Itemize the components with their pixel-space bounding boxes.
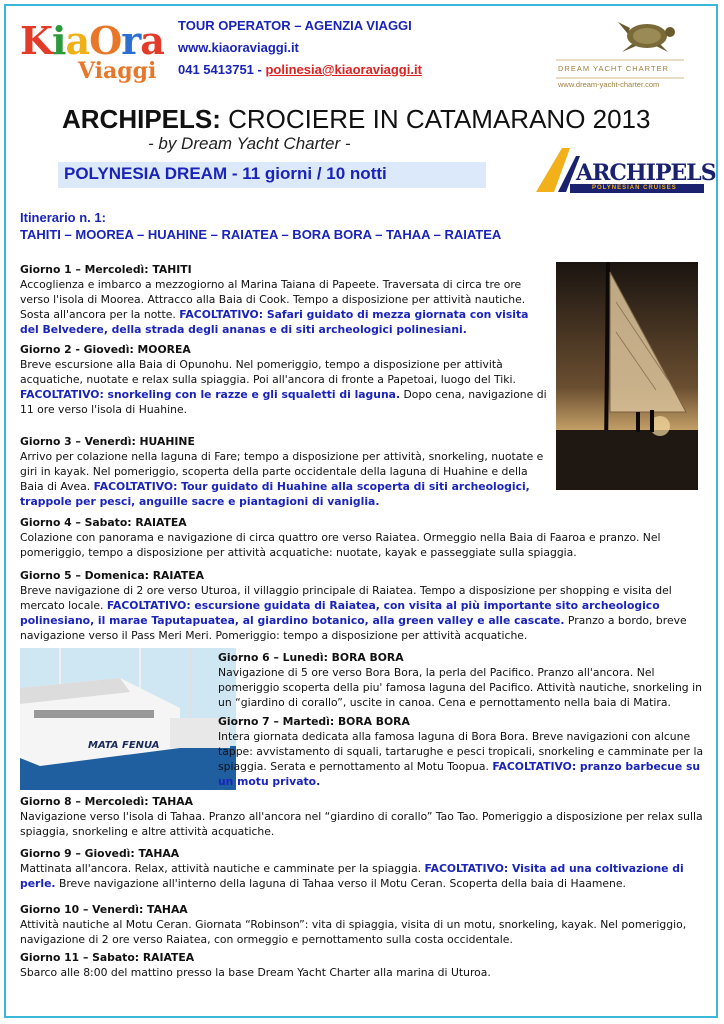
day-optional: FACOLTATIVO: Safari guidato di mezza giornata con visita del Belvedere, della strada degli ananas e di siti archeologici polinesiani. (20, 308, 529, 336)
day-heading: Giorno 3 – Venerdì: HUAHINE (20, 435, 195, 448)
kiaora-logo-word: KiaOra (20, 18, 164, 63)
day-11 (20, 950, 704, 980)
day-heading: Giorno 1 – Mercoledì: TAHITI (20, 263, 192, 276)
kiaora-logo-viaggi: Viaggi (78, 58, 157, 84)
day-text: Mattinata all'ancora. Relax, attività nautiche e camminate per la spiaggia. (20, 862, 425, 875)
phone-number: 041 5413751 - (178, 62, 266, 77)
day-2 (20, 342, 548, 417)
page-subtitle: - by Dream Yacht Charter - (148, 134, 351, 153)
page-title (62, 104, 650, 135)
archipels-logo (532, 144, 716, 200)
day-text: Colazione con panorama e navigazione di circa quattro ore verso Raiatea. Ormeggio nella Baia di Faaroa e pranzo. Nel pomeriggio, tempo a disposizione per attività acquatiche: nuotate, kayak e passeggiate sulla spiaggia. (20, 531, 661, 559)
day-heading: Giorno 2 - Giovedì: MOOREA (20, 343, 191, 356)
email-link[interactable]: polinesia@kiaoraviaggi.it (265, 62, 422, 77)
archipels-word: ARCHIPELS (576, 160, 716, 186)
day-1 (20, 262, 548, 337)
contact-line (178, 62, 422, 77)
archipels-tagline: POLYNESIAN CRUISES (592, 185, 677, 191)
day-optional: FACOLTATIVO: Visita ad una coltivazione di perle. (20, 862, 684, 890)
day-optional: FACOLTATIVO: snorkeling con le razze e gli squaletti di laguna. (20, 388, 401, 401)
day-8 (20, 794, 704, 839)
itinerary-label: Itinerario n. 1: (20, 210, 106, 225)
day-heading: Giorno 6 – Lunedì: BORA BORA (218, 651, 404, 664)
itinerary-route: TAHITI – MOOREA – HUAHINE – RAIATEA – BORA BORA – TAHAA – RAIATEA (20, 227, 502, 242)
day-text: Sbarco alle 8:00 del mattino presso la base Dream Yacht Charter alla marina di Uturoa. (20, 966, 491, 979)
catamaran-marina-photo (20, 648, 236, 790)
day-heading: Giorno 10 – Venerdì: TAHAA (20, 903, 188, 916)
day-optional: FACOLTATIVO: escursione guidata di Raiatea, con visita al più importante sito archeologico polinesiano, il marae Taputapuatea, al giardino botanico, alla green valley e alle cascate. (20, 599, 660, 627)
package-title: POLYNESIA DREAM - 11 giorni / 10 notti (64, 164, 387, 183)
day-optional: FACOLTATIVO: pranzo barbecue su un motu privato. (218, 760, 701, 788)
day-9 (20, 846, 704, 891)
day-text: Arrivo per colazione nella laguna di Fare; tempo a disposizione per attività, snorkeling, nuotate e giri in kayak. Nel pomeriggio, scoperta della parte occidentale della laguna di Huahine e della Baia di Avea. (20, 450, 544, 493)
day-text: Accoglienza e imbarco a mezzogiorno al Marina Taiana di Papeete. Traversata di circa tre ore verso l'isola di Moorea. Attracco alla Baia di Cook. Tempo a disposizione per attività nautiche. Sosta all'ancora per la notte. (20, 278, 526, 321)
day-text-after: Breve navigazione all'interno della laguna di Tahaa verso il Motu Ceran. Scoperta della baia di Haamene. (55, 877, 626, 890)
day-heading: Giorno 9 – Giovedì: TAHAA (20, 847, 180, 860)
day-5 (20, 568, 704, 643)
sailing-sunset-photo (556, 262, 698, 490)
partner-site: www.dream-yacht-charter.com (558, 80, 660, 89)
day-text-after: Pranzo a bordo, breve navigazione verso il Pass Meri Meri. Pomeriggio: tempo a disposizione per attività acquatiche. (20, 614, 687, 642)
boat-name: MATA FENUA (88, 740, 160, 751)
day-text: Breve navigazione di 2 ore verso Uturoa, il villaggio principale di Raiatea. Tempo a disposizione per shopping e visita del mercato locale. (20, 584, 672, 612)
day-7 (218, 714, 704, 789)
day-heading: Giorno 7 – Martedì: BORA BORA (218, 715, 410, 728)
day-heading: Giorno 5 – Domenica: RAIATEA (20, 569, 205, 582)
day-10 (20, 902, 704, 947)
day-3 (20, 434, 548, 509)
operator-line: TOUR OPERATOR – AGENZIA VIAGGI (178, 18, 412, 33)
title-rest: CROCIERE IN CATAMARANO 2013 (220, 104, 651, 134)
day-6 (218, 650, 704, 710)
day-heading: Giorno 11 – Sabato: RAIATEA (20, 951, 195, 964)
dream-yacht-charter-logo (552, 18, 688, 90)
day-text: Attività nautiche al Motu Ceran. Giornata “Robinson”: vita di spiaggia, visita di un motu, snorkeling, kayak. Nel pomeriggio, navigazione di 2 ore verso Raiatea, con ormeggio e pernottamento sulla costa occidentale. (20, 918, 687, 946)
website-link[interactable]: www.kiaoraviaggi.it (178, 40, 299, 55)
kiaora-logo (20, 18, 170, 88)
day-optional: FACOLTATIVO: Tour guidato di Huahine alla scoperta di siti archeologici, trappole per pesci, anguille sacre e piantagioni di vaniglia. (20, 480, 530, 508)
partner-name: DREAM YACHT CHARTER (558, 64, 669, 73)
day-heading: Giorno 8 – Mercoledì: TAHAA (20, 795, 193, 808)
day-text: Navigazione verso l'isola di Tahaa. Pranzo all'ancora nel “giardino di corallo” Tao Tao. Pomeriggio a disposizione per relax sulla spiaggia, snorkeling e altre attività acquatiche. (20, 810, 703, 838)
day-text: Navigazione di 5 ore verso Bora Bora, la perla del Pacifico. Pranzo all'ancora. Nel pomeriggio scoperta della piu' famosa laguna del Pacifico. Attività nautiche, snorkeling in un “giardino di corallo”, uscite in canoa. Cena e pernottamento nella baia di Matira. (218, 666, 702, 709)
day-4 (20, 515, 704, 560)
day-text: Breve escursione alla Baia di Opunohu. Nel pomeriggio, tempo a disposizione per attività acquatiche, nuotate e relax sulla spiaggia. Poi all'ancora di fronte a Papetoai, luogo del Tiki. (20, 358, 516, 386)
day-heading: Giorno 4 – Sabato: RAIATEA (20, 516, 187, 529)
day-text-after: Dopo cena, navigazione di 11 ore verso l'isola di Huahine. (20, 388, 547, 416)
title-bold: ARCHIPELS: (62, 104, 221, 134)
day-text: Intera giornata dedicata alla famosa laguna di Bora Bora. Breve navigazioni con alcune tappe: avvistamento di squali, tartarughe e pesci tropicali, snorkeling e camminate per la spiaggia. Serata e pernottamento al Motu Toopua. (218, 730, 704, 773)
